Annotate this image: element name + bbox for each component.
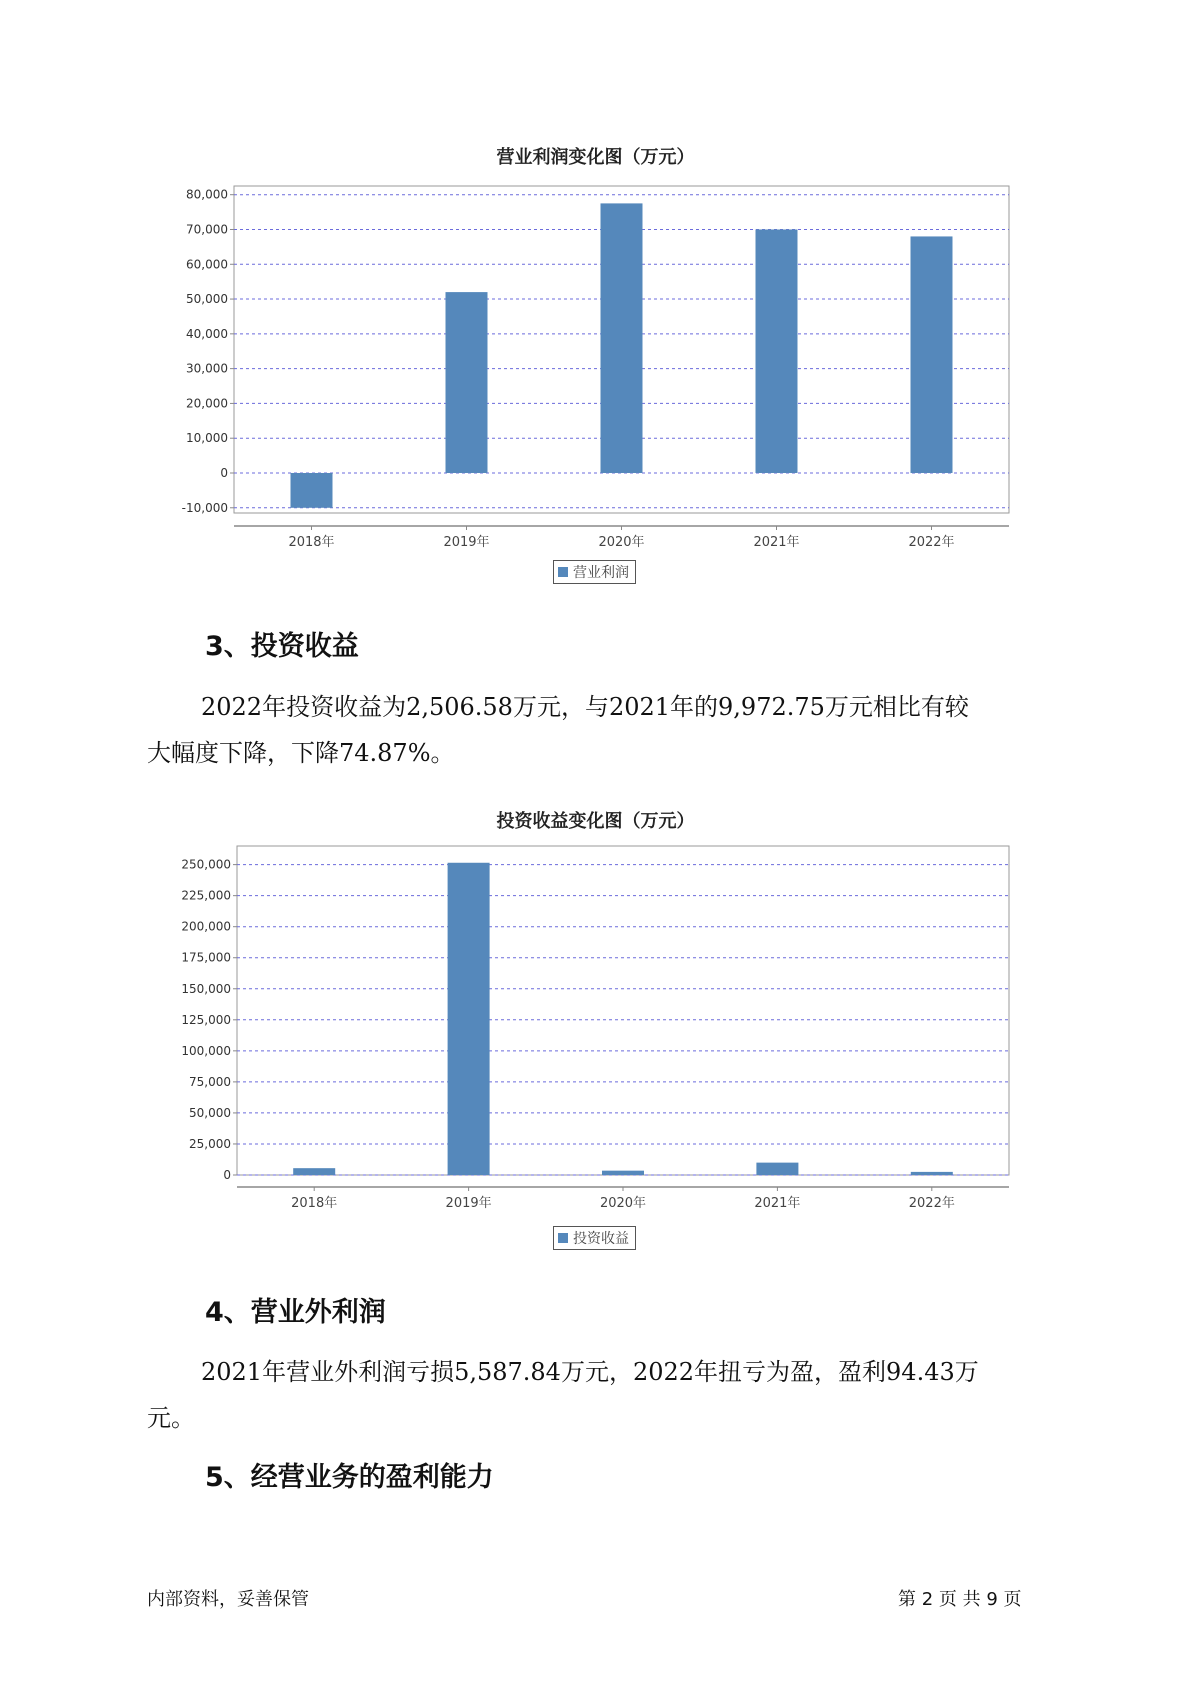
chart2-legend-label: 投资收益 (573, 1231, 629, 1247)
footer-note: 内部资料，妥善保管 (147, 1589, 309, 1610)
bar (602, 1171, 644, 1175)
y-tick-label: 200,000 (181, 919, 231, 934)
bar (911, 1172, 953, 1175)
section4-line2: 元。 (147, 1404, 195, 1432)
y-tick-label: 250,000 (181, 857, 231, 872)
chart2-title: 投资收益变化图（万元） (496, 811, 695, 832)
y-tick-label: 225,000 (181, 888, 231, 903)
chart1-legend-label: 营业利润 (573, 565, 629, 581)
chart1-title: 营业利润变化图（万元） (496, 147, 695, 168)
x-tick-label: 2018年 (288, 535, 335, 550)
y-tick-label: 125,000 (181, 1012, 231, 1027)
bar (293, 1168, 335, 1175)
section4-line1: 2021年营业外利润亏损5,587.84万元，2022年扭亏为盈，盈利94.43万 (201, 1358, 979, 1386)
x-tick-label: 2022年 (908, 535, 955, 550)
section4-heading: 4、营业外利润 (205, 1297, 386, 1328)
bar (756, 1163, 798, 1175)
x-tick-label: 2020年 (598, 535, 645, 550)
x-tick-label: 2021年 (753, 535, 800, 550)
x-tick-label: 2020年 (599, 1196, 647, 1211)
section3-line1: 2022年投资收益为2,506.58万元，与2021年的9,972.75万元相比有较 (201, 693, 969, 721)
page-number: 第 2 页 共 9 页 (898, 1589, 1022, 1610)
y-tick-label: 0 (220, 465, 228, 480)
y-tick-label: 70,000 (186, 222, 228, 237)
y-tick-label: 20,000 (186, 396, 228, 411)
y-tick-label: 10,000 (186, 431, 228, 446)
x-tick-label: 2018年 (291, 1196, 338, 1211)
section3-line2: 大幅度下降，下降74.87%。 (147, 739, 455, 767)
x-tick-label: 2022年 (908, 1196, 955, 1211)
section3-heading: 3、投资收益 (205, 631, 359, 662)
y-tick-label: 60,000 (186, 257, 228, 272)
y-tick-label: 50,000 (189, 1105, 231, 1120)
section5-heading: 5、经营业务的盈利能力 (205, 1462, 494, 1493)
y-tick-label: 75,000 (189, 1074, 231, 1089)
y-tick-label: 30,000 (186, 361, 228, 376)
y-tick-label: -10,000 (181, 500, 228, 515)
x-tick-label: 2019年 (445, 1196, 492, 1211)
x-tick-label: 2021年 (754, 1196, 801, 1211)
y-tick-label: 175,000 (181, 950, 231, 965)
chart2-legend (553, 1226, 636, 1250)
section4-paragraph (147, 1349, 1057, 1441)
y-tick-label: 50,000 (186, 292, 228, 307)
bar (448, 863, 490, 1175)
y-tick-label: 80,000 (186, 187, 228, 202)
y-tick-label: 100,000 (181, 1043, 231, 1058)
y-tick-label: 25,000 (189, 1136, 231, 1151)
y-tick-label: 0 (223, 1168, 231, 1182)
x-tick-label: 2019年 (443, 535, 490, 550)
y-tick-label: 40,000 (186, 326, 228, 341)
legend-swatch (558, 1233, 568, 1243)
y-tick-label: 150,000 (181, 981, 231, 996)
